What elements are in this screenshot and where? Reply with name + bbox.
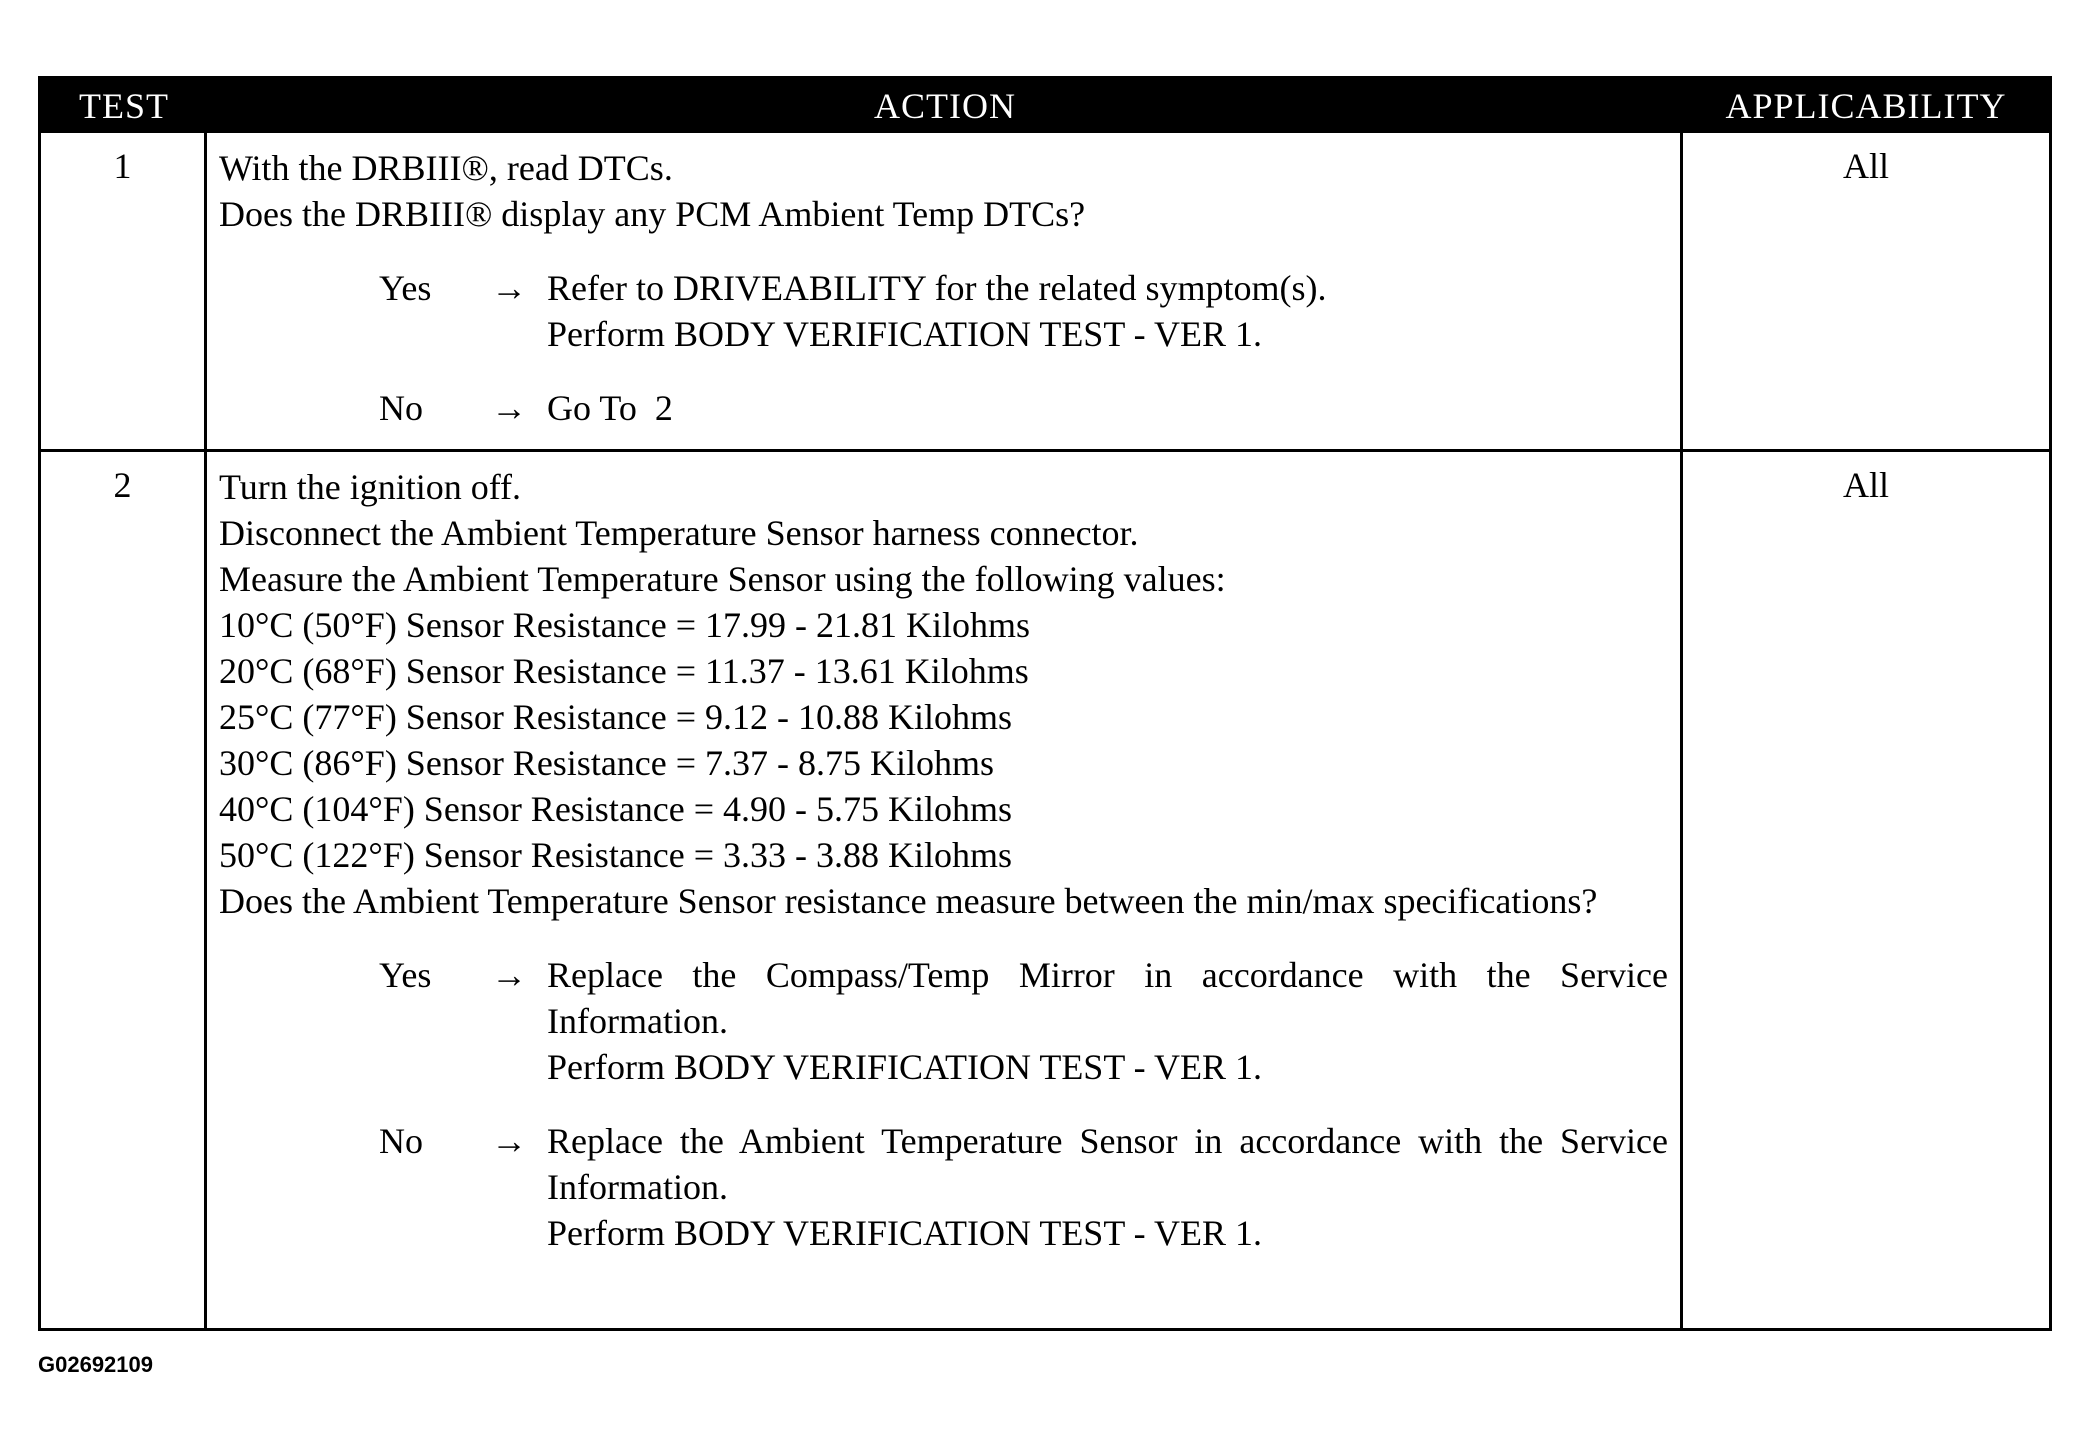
arrow-right-icon: → xyxy=(491,1121,527,1161)
result-line: Refer to DRIVEABILITY for the related symptom(s). xyxy=(547,268,1327,308)
applicability-value: All xyxy=(1842,465,1889,505)
table-row xyxy=(41,449,2049,1328)
arrow-right-icon: → xyxy=(491,268,527,308)
no-option xyxy=(219,385,1668,431)
action-cell xyxy=(207,133,1683,449)
header-action: ACTION xyxy=(874,86,1016,126)
yes-result xyxy=(547,265,1668,357)
result-line: Perform BODY VERIFICATION TEST - VER 1. xyxy=(547,1047,1263,1087)
resistance-spec: 25°C (77°F) Sensor Resistance = 9.12 - 10.88 Kilohms xyxy=(219,697,1013,737)
action-line: With the DRBIII®, read DTCs. xyxy=(219,148,673,188)
yes-result xyxy=(547,952,1668,1090)
action-line: Measure the Ambient Temperature Sensor using the following values: xyxy=(219,559,1226,599)
applicability-value: All xyxy=(1842,146,1889,186)
no-result xyxy=(547,385,1668,431)
resistance-spec: 20°C (68°F) Sensor Resistance = 11.37 - 13.61 Kilohms xyxy=(219,651,1029,691)
no-label: No xyxy=(379,388,423,428)
figure-id: G02692109 xyxy=(38,1352,153,1377)
resistance-spec: 50°C (122°F) Sensor Resistance = 3.33 - 3.88 Kilohms xyxy=(219,835,1013,875)
action-cell xyxy=(207,452,1683,1328)
yes-label: Yes xyxy=(379,955,432,995)
yes-option xyxy=(219,265,1668,357)
arrow-right-icon: → xyxy=(491,955,527,995)
yes-label: Yes xyxy=(379,268,432,308)
result-line: Perform BODY VERIFICATION TEST - VER 1. xyxy=(547,1213,1263,1253)
action-line: Disconnect the Ambient Temperature Sensor harness connector. xyxy=(219,513,1139,553)
result-line: Go To 2 xyxy=(547,388,673,428)
action-line: Does the DRBIII® display any PCM Ambient Temp DTCs? xyxy=(219,194,1086,234)
header-test: TEST xyxy=(79,86,169,126)
table-row xyxy=(41,133,2049,449)
test-number: 1 xyxy=(41,133,207,449)
resistance-spec: 40°C (104°F) Sensor Resistance = 4.90 - 5.75 Kilohms xyxy=(219,789,1013,829)
result-line: Replace the Ambient Temperature Sensor in accordance with the Service Information. xyxy=(547,1121,1668,1207)
action-line: Turn the ignition off. xyxy=(219,467,522,507)
table-header xyxy=(41,79,2049,133)
diagnostic-table xyxy=(38,76,2052,1331)
resistance-spec: 10°C (50°F) Sensor Resistance = 17.99 - 21.81 Kilohms xyxy=(219,605,1031,645)
resistance-spec: 30°C (86°F) Sensor Resistance = 7.37 - 8.75 Kilohms xyxy=(219,743,995,783)
test-number: 2 xyxy=(41,452,207,1328)
no-label: No xyxy=(379,1121,423,1161)
yes-option xyxy=(219,952,1668,1090)
no-option xyxy=(219,1118,1668,1256)
action-question: Does the Ambient Temperature Sensor resistance measure between the min/max specifications? xyxy=(219,881,1598,921)
header-applicability: APPLICABILITY xyxy=(1725,86,2007,126)
no-result xyxy=(547,1118,1668,1256)
arrow-right-icon: → xyxy=(491,388,527,428)
result-line: Perform BODY VERIFICATION TEST - VER 1. xyxy=(547,314,1263,354)
result-line: Replace the Compass/Temp Mirror in accordance with the Service Information. xyxy=(547,955,1668,1041)
